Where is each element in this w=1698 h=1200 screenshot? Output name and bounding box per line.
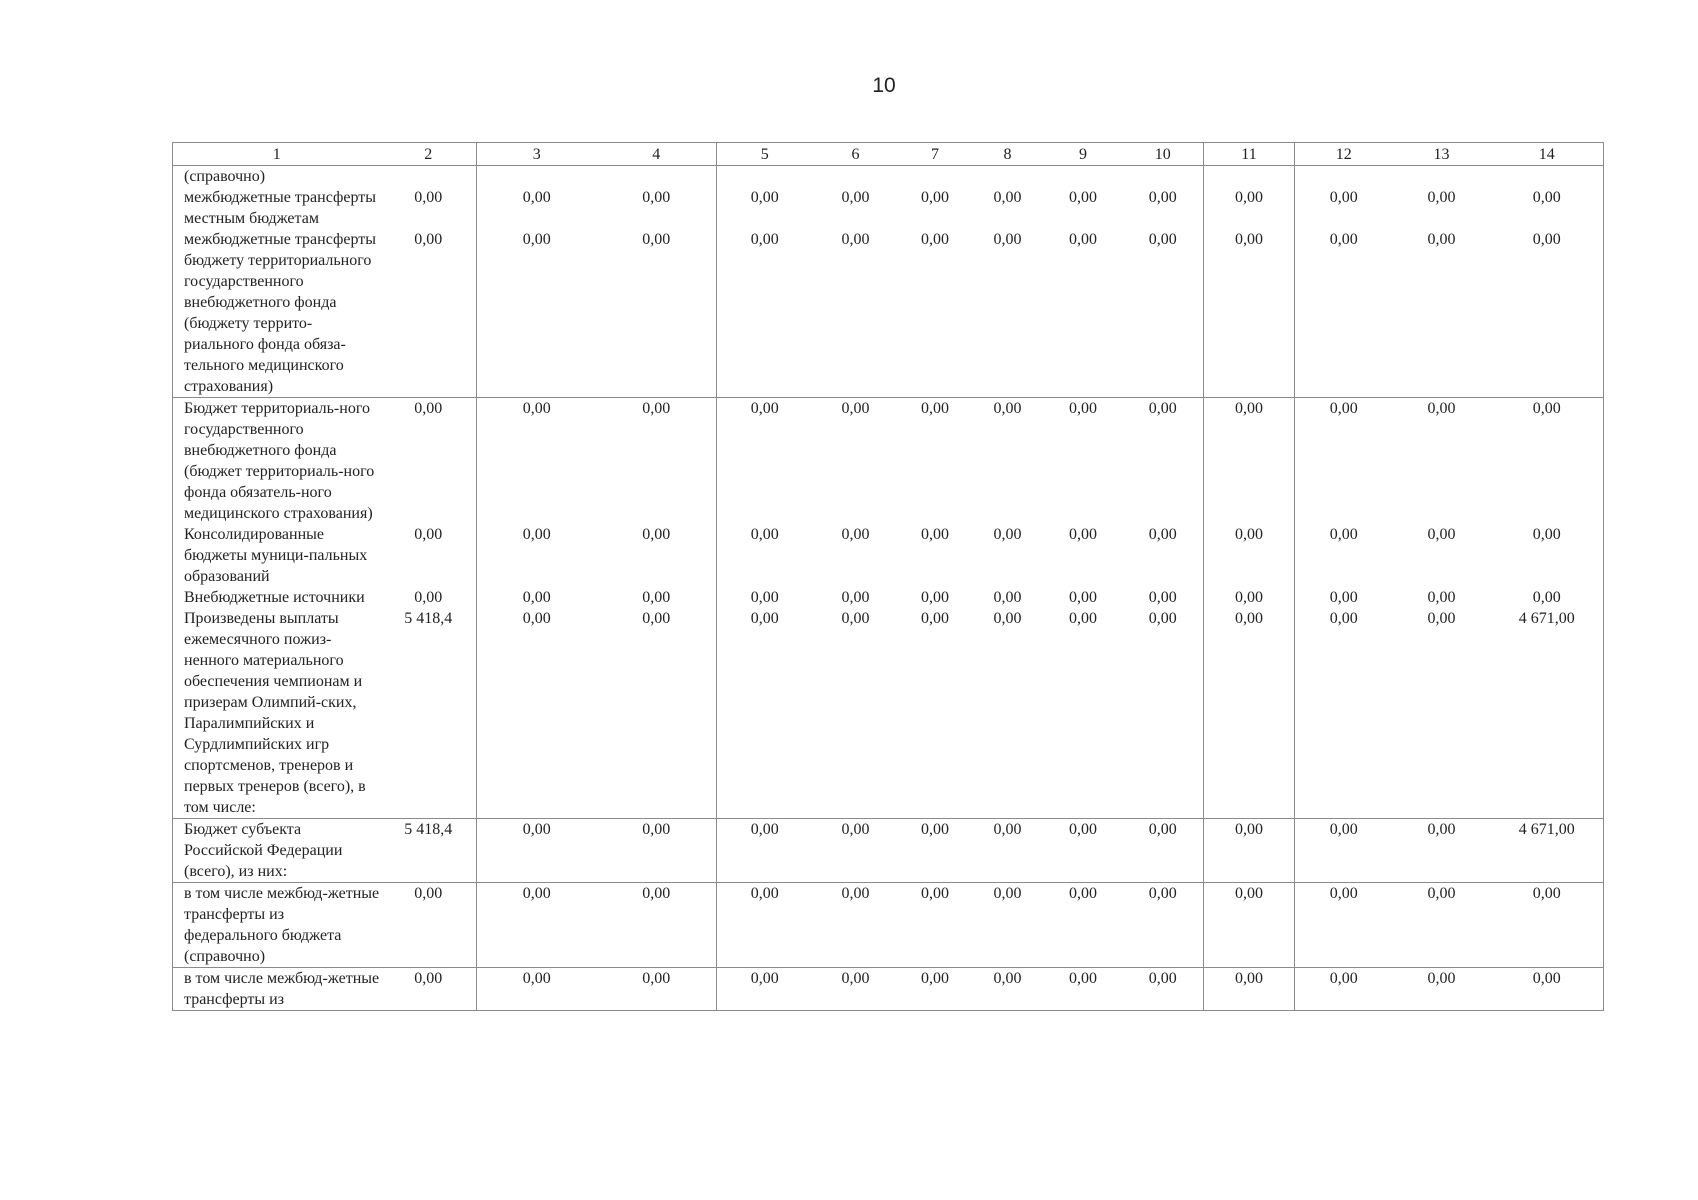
table-cell: 0,00 (477, 883, 597, 968)
table-cell: 0,00 (717, 819, 813, 883)
table-cell: 0,00 (1123, 819, 1204, 883)
column-header: 5 (717, 143, 813, 166)
table-cell: 0,00 (1123, 608, 1204, 819)
column-header: 2 (381, 143, 477, 166)
row-label: Произведены выплаты ежемесячного пожиз-ненного материального обеспечения чемпионам и призерам Олимпий-ских, Паралимпийских и Сурдлимпийских игр спортсменов, тренеров и первых тренеров (всего), в том числе: (173, 608, 381, 819)
table-cell: 0,00 (642, 589, 671, 606)
table-cell: 0,00 (1204, 587, 1295, 608)
table-cell: 0,00 (1295, 968, 1393, 1011)
table-cell: 0,00 (717, 398, 813, 525)
table-row (173, 819, 1604, 883)
table-cell: 0,00 (477, 229, 597, 398)
table-cell: 0,00 (1204, 608, 1295, 819)
table-cell: 0,00 (1069, 589, 1097, 606)
table-cell: 0,00 (381, 229, 477, 398)
row-label: (справочно) (173, 166, 381, 188)
row-label: Внебюджетные источники (173, 587, 381, 608)
table-cell: 0,00 (1427, 526, 1456, 543)
table-cell: 0,00 (1044, 608, 1123, 819)
table-cell: 0,00 (1069, 526, 1097, 543)
table-cell: 0,00 (1295, 883, 1393, 968)
table-cell: 0,00 (972, 968, 1044, 1011)
table-row (173, 883, 1604, 968)
table-cell: 0,00 (921, 400, 949, 417)
table-cell: 0,00 (1393, 229, 1491, 398)
table-cell: 0,00 (1204, 968, 1295, 1011)
table-cell: 0,00 (1148, 400, 1177, 417)
table-cell: 0,00 (1491, 187, 1604, 229)
table-cell: 0,00 (597, 883, 717, 968)
table-cell: 0,00 (1044, 968, 1123, 1011)
table-cell: 0,00 (1491, 398, 1604, 525)
table-cell: 0,00 (717, 587, 813, 608)
column-header: 8 (972, 143, 1044, 166)
table-cell: 0,00 (899, 819, 972, 883)
table-cell: 0,00 (1393, 883, 1491, 968)
table-cell: 0,00 (972, 819, 1044, 883)
table-cell: 0,00 (1393, 819, 1491, 883)
table-cell: 0,00 (597, 819, 717, 883)
table-cell: 0,00 (921, 589, 949, 606)
column-number-row (173, 143, 1604, 166)
table-cell: 0,00 (597, 608, 717, 819)
table-cell: 0,00 (1295, 587, 1393, 608)
table-cell: 0,00 (813, 229, 899, 398)
column-header: 1 (173, 143, 381, 166)
table-cell: 0,00 (972, 229, 1044, 398)
table-cell: 0,00 (1123, 968, 1204, 1011)
table-cell: 0,00 (414, 526, 443, 543)
table-row (173, 968, 1604, 1011)
table-cell: 0,00 (477, 398, 597, 525)
table-cell: 0,00 (597, 229, 717, 398)
table-cell: 0,00 (899, 968, 972, 1011)
table-cell: 0,00 (993, 400, 1022, 417)
table-cell: 0,00 (1123, 229, 1204, 398)
row-label: межбюджетные трансферты местным бюджетам (173, 187, 381, 229)
table-cell: 0,00 (642, 189, 671, 206)
row-label: Бюджет территориаль-ного государственного внебюджетного фонда (бюджет территориаль-ного фонда обязатель-ного медицинского страхования) (173, 398, 381, 525)
table-cell: 0,00 (1204, 524, 1295, 587)
column-header: 14 (1491, 143, 1604, 166)
table-row (173, 398, 1604, 525)
table-cell: 0,00 (477, 187, 597, 229)
table-cell: 4 671,00 (1491, 608, 1604, 819)
table-cell: 0,00 (993, 189, 1022, 206)
table-cell: 0,00 (1393, 608, 1491, 819)
table-cell: 0,00 (477, 587, 597, 608)
table-row (173, 229, 1604, 398)
table-row (173, 187, 1604, 229)
row-label: Консолидированные бюджеты муници-пальных образований (173, 524, 381, 587)
table-cell: 0,00 (993, 526, 1022, 543)
column-header: 3 (477, 143, 597, 166)
table-cell: 0,00 (477, 968, 597, 1011)
table-cell: 0,00 (597, 968, 717, 1011)
table-cell: 0,00 (414, 400, 443, 417)
table-cell: 0,00 (1044, 229, 1123, 398)
table-cell: 0,00 (1044, 883, 1123, 968)
table-cell: 0,00 (381, 883, 477, 968)
table-cell: 0,00 (1148, 189, 1177, 206)
table-cell: 0,00 (1204, 187, 1295, 229)
table-cell: 0,00 (1204, 398, 1295, 525)
row-label: в том числе межбюд-жетные трансферты из (173, 968, 381, 1011)
table-cell: 0,00 (1295, 229, 1393, 398)
table-cell: 0,00 (381, 968, 477, 1011)
column-header: 9 (1044, 143, 1123, 166)
table-cell: 0,00 (717, 608, 813, 819)
table-cell: 0,00 (477, 819, 597, 883)
table-cell: 0,00 (1427, 400, 1456, 417)
table-cell: 0,00 (477, 524, 597, 587)
table-cell: 4 671,00 (1491, 819, 1604, 883)
table-cell: 0,00 (717, 883, 813, 968)
page-number: 10 (872, 74, 896, 97)
table-cell: 0,00 (1295, 819, 1393, 883)
column-header: 4 (597, 143, 717, 166)
table-cell: 0,00 (1204, 883, 1295, 968)
column-header: 7 (899, 143, 972, 166)
column-header: 10 (1123, 143, 1204, 166)
table-row (173, 524, 1604, 587)
column-header: 11 (1204, 143, 1295, 166)
budget-table (172, 142, 1604, 1011)
table-cell: 0,00 (841, 400, 870, 417)
table-cell: 0,00 (1148, 589, 1177, 606)
table-cell: 0,00 (841, 526, 870, 543)
table-cell: 0,00 (1295, 187, 1393, 229)
table-cell: 0,00 (717, 229, 813, 398)
table-cell: 0,00 (642, 400, 671, 417)
table-cell: 0,00 (1491, 524, 1604, 587)
table-row (173, 166, 1604, 188)
table-cell: 0,00 (899, 229, 972, 398)
table-cell: 0,00 (813, 819, 899, 883)
table-cell: 0,00 (993, 589, 1022, 606)
table-cell: 0,00 (813, 883, 899, 968)
table-cell: 5 418,4 (381, 608, 477, 819)
table-row (173, 587, 1604, 608)
table-cell: 0,00 (813, 968, 899, 1011)
table-cell: 0,00 (972, 883, 1044, 968)
table-cell: 0,00 (921, 526, 949, 543)
table-cell: 0,00 (414, 589, 443, 606)
table-cell: 0,00 (972, 608, 1044, 819)
table-cell: 5 418,4 (381, 819, 477, 883)
table-cell: 0,00 (1069, 189, 1097, 206)
table-row (173, 608, 1604, 819)
table-cell: 0,00 (841, 589, 870, 606)
table-cell: 0,00 (642, 526, 671, 543)
table-cell: 0,00 (1491, 883, 1604, 968)
column-header: 6 (813, 143, 899, 166)
row-label: межбюджетные трансферты бюджету территориального государственного внебюджетного фонда (бюджету террито-риального фонда обяза-тельного медицинского страхования) (173, 229, 381, 398)
table-cell: 0,00 (899, 883, 972, 968)
table-cell: 0,00 (477, 608, 597, 819)
table-cell: 0,00 (1295, 608, 1393, 819)
table-cell: 0,00 (1491, 587, 1604, 608)
table-cell: 0,00 (899, 608, 972, 819)
row-label: в том числе межбюд-жетные трансферты из федерального бюджета (справочно) (173, 883, 381, 968)
table-cell: 0,00 (1427, 189, 1456, 206)
table-cell: 0,00 (1204, 819, 1295, 883)
table-cell: 0,00 (1069, 400, 1097, 417)
table-cell: 0,00 (717, 187, 813, 229)
table-cell: 0,00 (717, 968, 813, 1011)
table-cell: 0,00 (841, 189, 870, 206)
table-cell: 0,00 (717, 524, 813, 587)
row-label: Бюджет субъекта Российской Федерации (всего), из них: (173, 819, 381, 883)
table-cell: 0,00 (1427, 589, 1456, 606)
table-cell: 0,00 (1123, 883, 1204, 968)
table-cell: 0,00 (1204, 229, 1295, 398)
table-cell: 0,00 (414, 189, 443, 206)
table-cell: 0,00 (1491, 229, 1604, 398)
table-cell: 0,00 (1148, 526, 1177, 543)
table-cell: 0,00 (921, 189, 949, 206)
table-cell: 0,00 (1295, 524, 1393, 587)
column-header: 12 (1295, 143, 1393, 166)
table-cell: 0,00 (813, 608, 899, 819)
column-header: 13 (1393, 143, 1491, 166)
table-cell: 0,00 (1044, 819, 1123, 883)
table-cell: 0,00 (1491, 968, 1604, 1011)
table-cell: 0,00 (1393, 968, 1491, 1011)
table-cell: 0,00 (1295, 398, 1393, 525)
